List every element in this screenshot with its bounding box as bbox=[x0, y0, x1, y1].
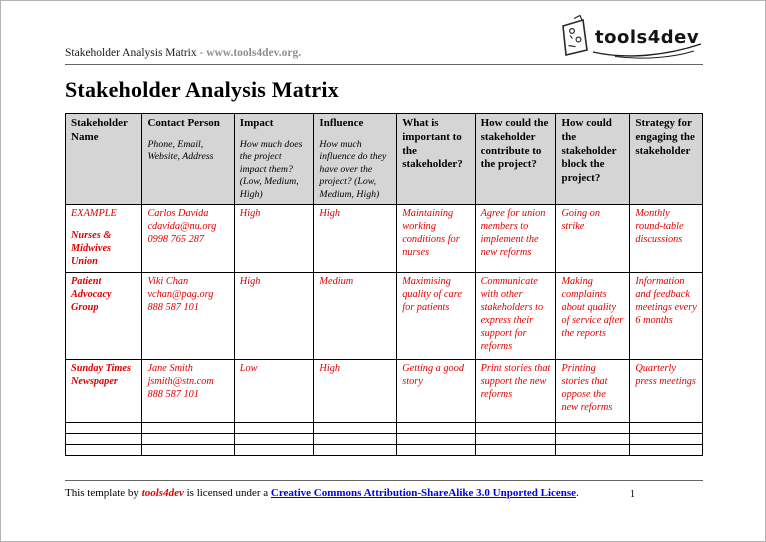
header-left bbox=[65, 47, 301, 61]
cell-block: Making complaints about quality of service after the reports bbox=[556, 273, 630, 360]
cell-important: Maintaining working conditions for nurses bbox=[397, 205, 475, 273]
empty-cell bbox=[475, 423, 556, 434]
col-subtitle: How much influence do they have over the project? (Low, Medium, High) bbox=[319, 138, 387, 200]
empty-cell bbox=[314, 445, 397, 456]
col-header-strategy bbox=[630, 114, 703, 205]
logo-text: tools4dev bbox=[595, 27, 700, 48]
stakeholder-name: Nurses & Midwives Union bbox=[71, 230, 112, 268]
cell-contact bbox=[142, 205, 234, 273]
header-separator: - bbox=[196, 47, 207, 59]
empty-cell bbox=[142, 445, 234, 456]
empty-cell bbox=[556, 434, 630, 445]
cell-impact: Low bbox=[234, 360, 314, 423]
footer-middle: is licensed under a bbox=[183, 487, 271, 499]
cell-important: Maximising quality of care for patients bbox=[397, 273, 475, 360]
cell-impact: High bbox=[234, 205, 314, 273]
stakeholder-matrix-table bbox=[65, 113, 703, 456]
cell-contribute: Agree for union members to implement the new reforms bbox=[475, 205, 556, 273]
header-doc-title: Stakeholder Analysis Matrix bbox=[65, 47, 197, 59]
col-header-impact bbox=[234, 114, 314, 205]
empty-cell bbox=[234, 434, 314, 445]
contact-name: Carlos Davida bbox=[147, 208, 209, 220]
example-tag: EXAMPLE bbox=[71, 208, 117, 220]
contact-name: Jane Smith bbox=[147, 363, 193, 375]
cell-strategy: Quarterly press meetings bbox=[630, 360, 703, 423]
cell-important: Getting a good story bbox=[397, 360, 475, 423]
header-url-link[interactable]: www.tools4dev.org. bbox=[206, 47, 302, 59]
stakeholder-name: Patient Advocacy Group bbox=[71, 276, 112, 314]
empty-cell bbox=[556, 423, 630, 434]
contact-email: vchan@pag.org bbox=[147, 289, 214, 301]
col-header-important bbox=[397, 114, 475, 205]
col-title: What is important to the stakeholder? bbox=[402, 117, 463, 171]
empty-cell bbox=[66, 423, 142, 434]
col-header-contact-person bbox=[142, 114, 234, 205]
cell-block: Printing stories that oppose the new reforms bbox=[556, 360, 630, 423]
contact-phone: 888 587 101 bbox=[147, 389, 199, 401]
col-subtitle: How much does the project impact them? (Low, Medium, High) bbox=[239, 138, 303, 200]
empty-cell bbox=[66, 434, 142, 445]
footer-brand: tools4dev bbox=[141, 487, 184, 499]
empty-row bbox=[66, 445, 703, 456]
empty-cell bbox=[630, 423, 703, 434]
logo-graphic bbox=[553, 13, 703, 65]
col-header-influence bbox=[314, 114, 397, 205]
col-header-contribute bbox=[475, 114, 556, 205]
cell-influence: High bbox=[314, 205, 397, 273]
col-title: Strategy for engaging the stakeholder bbox=[635, 117, 695, 157]
footer-suffix: . bbox=[576, 487, 579, 499]
table-row bbox=[66, 360, 703, 423]
empty-row bbox=[66, 434, 703, 445]
col-title: How could the stakeholder block the project? bbox=[561, 117, 617, 184]
empty-cell bbox=[630, 434, 703, 445]
sketch-notebook-icon bbox=[563, 16, 587, 56]
empty-cell bbox=[475, 445, 556, 456]
table-row bbox=[66, 273, 703, 360]
col-title: Influence bbox=[319, 117, 364, 129]
document-header bbox=[65, 13, 703, 65]
col-title: Stakeholder Name bbox=[71, 117, 128, 143]
col-subtitle: Phone, Email, Website, Address bbox=[147, 138, 214, 163]
cell-influence: High bbox=[314, 360, 397, 423]
footer-prefix: This template by bbox=[65, 487, 142, 499]
cc-license-link[interactable]: Creative Commons Attribution-ShareAlike 3.0 Unported License bbox=[270, 487, 577, 499]
col-header-block bbox=[556, 114, 630, 205]
contact-email: jsmith@stn.com bbox=[147, 376, 214, 388]
empty-cell bbox=[142, 434, 234, 445]
cell-stakeholder-name bbox=[66, 360, 142, 423]
page-title: Stakeholder Analysis Matrix bbox=[65, 77, 339, 102]
empty-cell bbox=[66, 445, 142, 456]
contact-name: Viki Chan bbox=[147, 276, 189, 288]
empty-cell bbox=[397, 445, 475, 456]
document-footer bbox=[65, 480, 703, 499]
empty-cell bbox=[475, 434, 556, 445]
empty-cell bbox=[234, 445, 314, 456]
col-title: Contact Person bbox=[147, 117, 220, 129]
table-row bbox=[66, 205, 703, 273]
page-number: 1 bbox=[630, 489, 635, 500]
contact-phone: 888 587 101 bbox=[147, 302, 199, 314]
stakeholder-name: Sunday Times Newspaper bbox=[71, 363, 131, 388]
empty-cell bbox=[314, 423, 397, 434]
empty-cell bbox=[397, 423, 475, 434]
empty-row bbox=[66, 423, 703, 434]
cell-strategy: Information and feedback meetings every 6 months bbox=[630, 273, 703, 360]
cell-contribute: Print stories that support the new reforms bbox=[475, 360, 556, 423]
tools4dev-logo bbox=[553, 13, 703, 61]
contact-phone: 0998 765 287 bbox=[147, 234, 205, 246]
col-title: How could the stakeholder contribute to the project? bbox=[480, 117, 549, 171]
cell-block: Going on strike bbox=[556, 205, 630, 273]
cell-impact: High bbox=[234, 273, 314, 360]
contact-email: cdavida@nu.org bbox=[147, 221, 217, 233]
empty-cell bbox=[314, 434, 397, 445]
col-title: Impact bbox=[239, 117, 274, 129]
empty-cell bbox=[397, 434, 475, 445]
empty-cell bbox=[234, 423, 314, 434]
cell-contact bbox=[142, 360, 234, 423]
col-header-stakeholder-name bbox=[66, 114, 142, 205]
cell-stakeholder-name bbox=[66, 205, 142, 273]
empty-cell bbox=[556, 445, 630, 456]
cell-strategy: Monthly round-table discussions bbox=[630, 205, 703, 273]
cell-influence: Medium bbox=[314, 273, 397, 360]
cell-contribute: Communicate with other stakeholders to express their support for reforms bbox=[475, 273, 556, 360]
empty-cell bbox=[142, 423, 234, 434]
cell-stakeholder-name bbox=[66, 273, 142, 360]
cell-contact bbox=[142, 273, 234, 360]
header-row bbox=[66, 114, 703, 205]
empty-cell bbox=[630, 445, 703, 456]
